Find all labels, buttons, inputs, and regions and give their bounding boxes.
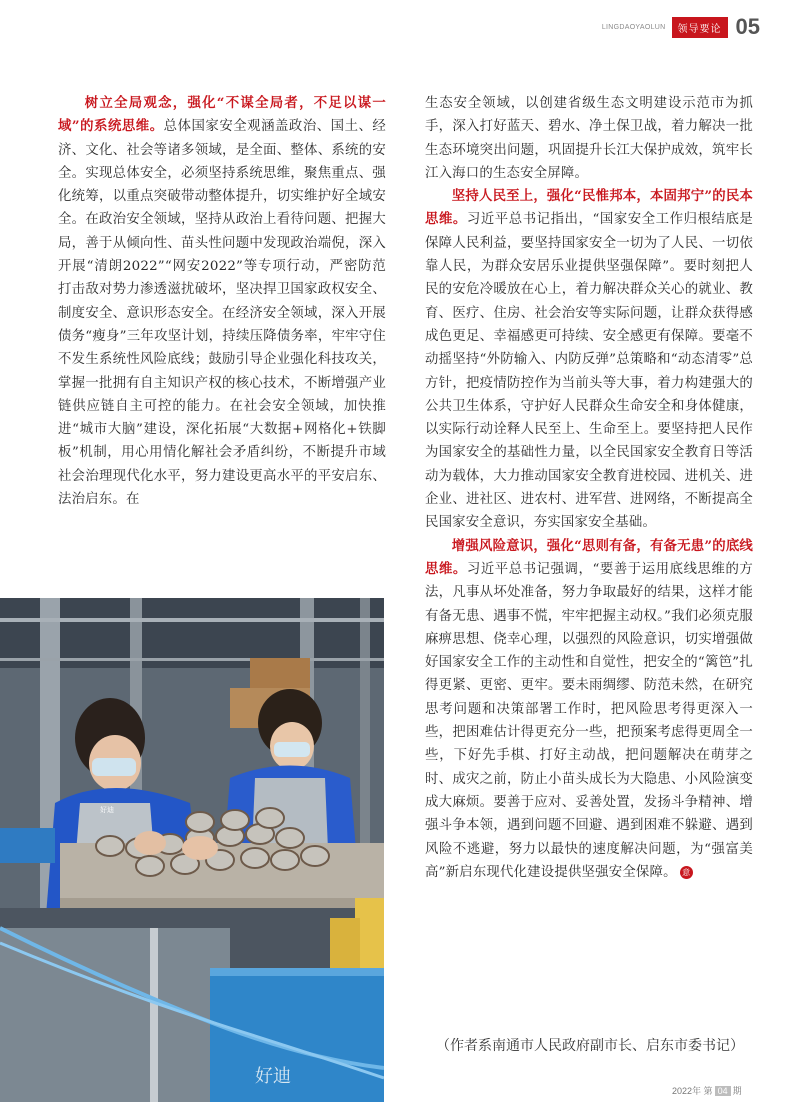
factory-workers-image bbox=[0, 598, 384, 1102]
author-note: （作者系南通市人民政府副市长、启东市委书记） bbox=[436, 1038, 744, 1054]
paragraph-ecology-continued: 生态安全领域，以创建省级生态文明建设示范市为抓手，深入打好蓝天、碧水、净土保卫战，着力解决一批生态环境突出问题，巩固提升长江大保护成效，筑牢长江入海口的生态安全屏障。 bbox=[425, 96, 753, 181]
right-column bbox=[425, 92, 753, 884]
section-title: 领导要论 bbox=[672, 17, 728, 38]
paragraph-body: 习近平总书记强调，“要善于运用底线思维的方法，凡事从坏处准备，努力争取最好的结果，这样才能有备无患、遇事不慌，牢牢把握主动权。”我们必须克服麻痹思想、侥幸心理，以强烈的风险意识，切实增强做好国家安全工作的主动性和自觉性，把安全的“篱笆”扎得更紧、更密、更牢。要未雨绸缪、防范未然，在研究思考问题和决策部署工作时，把风险思考得更深入一些，把困难估计得更充分一些，把预案考虑得更周全一些，下好先手棋、打好主动战，把问题解决在萌芽之时、成灾之前，防止小苗头成长为大隐患、小风险演变成大麻烦。要善于应对、妥善处置，发扬斗争精神、增强斗争本领，遇到问题不回避、遇到困难不躲避、遇到风险不逃避，努力以最快的速度解决问题，为“强富美高”新启东现代化建设提供坚强安全保障。 bbox=[425, 561, 754, 880]
paragraph-heading: 增强风险意识，强化“思则有备，有备无患”的底线思维。 bbox=[425, 537, 754, 577]
page-header bbox=[602, 12, 760, 42]
footer-year: 2022年 bbox=[672, 1086, 702, 1096]
page-footer bbox=[672, 1084, 742, 1097]
page-number: 05 bbox=[735, 14, 760, 39]
end-mark-icon: 意 bbox=[680, 866, 693, 879]
left-column bbox=[58, 92, 386, 511]
section-pinyin: LINGDAOYAOLUN bbox=[601, 23, 666, 31]
footer-qi: 期 bbox=[732, 1086, 742, 1096]
paragraph-heading: 坚持人民至上，强化“民惟邦本，本固邦宁”的民本思维。 bbox=[425, 188, 754, 228]
paragraph-bottom-line bbox=[425, 535, 753, 884]
paragraph-body: 习近平总书记指出，“国家安全工作归根结底是保障人民利益，要坚持国家安全一切为了人民、一切依靠人民，为群众安居乐业提供坚强保障”。要时刻把人民的安危冷暖放在心上，着力解决群众关心的就业、教育、医疗、住房、社会治安等实际问题，让群众获得感成色更足、幸福感更可持续、安全感更有保障。要毫不动摇坚持“外防输入、内防反弹”总策略和“动态清零”总方针，把疫情防控作为当前头等大事，着力构建强大的公共卫生体系，守护好人民群众生命安全和身体健康，以实际行动诠释人民至上、生命至上。要坚持把人民作为国家安全的基础性力量，以全民国家安全教育日等活动为载体，大力推动国家安全教育进校园、进机关、进企业、进社区、进农村、进军营、进网络，不断提高全民国家安全意识，夯实国家安全基础。 bbox=[425, 212, 754, 531]
paragraph-system-thinking bbox=[58, 92, 386, 511]
shirt-label: 好迪 bbox=[100, 806, 114, 814]
factory-photo bbox=[0, 598, 384, 1102]
bin-label: 好迪 bbox=[255, 1066, 291, 1087]
paragraph-heading: 树立全局观念，强化“不谋全局者，不足以谋一域”的系统思维。 bbox=[58, 95, 386, 135]
footer-issue-number: 04 bbox=[715, 1086, 731, 1096]
paragraph-people-first bbox=[425, 185, 753, 534]
footer-di: 第 bbox=[703, 1086, 713, 1096]
paragraph-body: 总体国家安全观涵盖政治、国土、经济、文化、社会等诸多领域，是全面、整体、系统的安全。实现总体安全，必须坚持系统思维，聚焦重点、强化统筹，以重点突破带动整体提升，切实维护好全域安全。在政治安全领域，坚持从政治上看待问题、把握大局，善于从倾向性、苗头性问题中发现政治端倪，深入开展“清朗2022”“网安2022”等专项行动，严密防范打击敌对势力渗透滋扰破坏，坚决捍卫国家政权安全、制度安全、意识形态安全。在经济安全领域，深入开展债务“瘦身”三年攻坚计划，持续压降债务率，牢牢守住不发生系统性风险底线；鼓励引导企业强化科技攻关，掌握一批拥有自主知识产权的核心技术，不断增强产业链供应链自主可控的能力。在社会安全领域，加快推进“城市大脑”建设，深化拓展“大数据+网格化+铁脚板”机制，用心用情化解社会矛盾纠纷，不断提升市域社会治理现代化水平，努力建设更高水平的平安启东、法治启东。在 bbox=[58, 119, 386, 508]
